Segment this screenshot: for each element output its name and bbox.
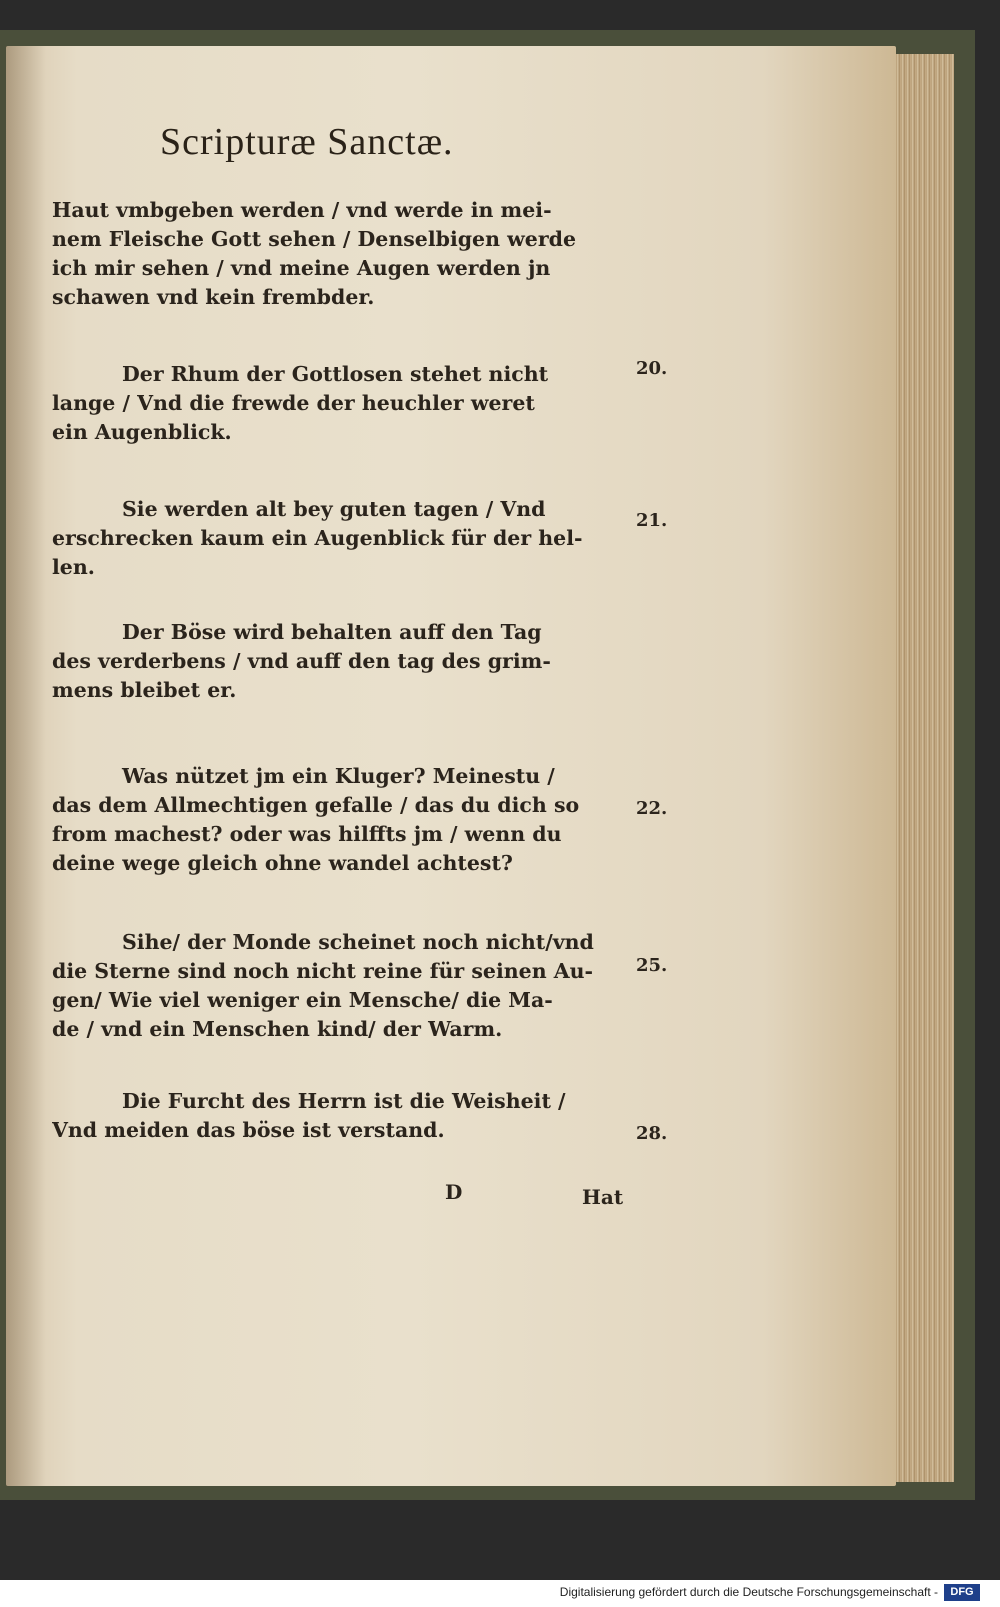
verse-number: 22.: [636, 798, 668, 819]
text-line: Sie werden alt bey guten tagen / Vnd: [122, 497, 546, 521]
text-line: lange / Vnd die frewde der heuchler weret: [52, 391, 535, 415]
text-line: die Sterne sind noch nicht reine für seinen Au-: [52, 959, 594, 983]
text-line: erschrecken kaum ein Augenblick für der hel-: [52, 526, 583, 550]
text-line: Haut vmbgeben werden / vnd werde in mei-: [52, 198, 552, 222]
text-line: Sihe/ der Monde scheinet noch nicht/vnd: [122, 930, 594, 954]
funding-credit: Digitalisierung gefördert durch die Deutsche Forschungsgemeinschaft -: [559, 1585, 938, 1599]
paragraph-4: [52, 618, 632, 705]
verse-number: 20.: [636, 358, 668, 379]
text-line: ein Augenblick.: [52, 420, 232, 444]
text-line: Der Böse wird behalten auff den Tag: [122, 620, 542, 644]
text-line: schawen vnd kein frembder.: [52, 285, 375, 309]
catchword: Hat: [582, 1185, 624, 1209]
text-line: Vnd meiden das böse ist verstand.: [52, 1118, 445, 1142]
text-line: Der Rhum der Gottlosen stehet nicht: [122, 362, 549, 386]
text-line: len.: [52, 555, 95, 579]
verse-number: 28.: [636, 1123, 668, 1144]
paragraph-5: [52, 762, 632, 878]
dfg-logo: DFG: [944, 1584, 980, 1601]
text-line: from machest? oder was hilffts jm / wenn du: [52, 822, 562, 846]
verse-number: 25.: [636, 955, 668, 976]
text-line: Was nützet jm ein Kluger? Meinestu /: [122, 764, 555, 788]
footer-bar: [0, 1580, 1000, 1607]
paragraph-2: [52, 360, 632, 447]
text-line: des verderbens / vnd auff den tag des grim-: [52, 649, 551, 673]
text-line: gen/ Wie viel weniger ein Mensche/ die Ma-: [52, 988, 553, 1012]
text-line: ich mir sehen / vnd meine Augen werden jn: [52, 256, 551, 280]
text-line: mens bleibet er.: [52, 678, 237, 702]
paragraph-7: [52, 1087, 632, 1145]
verse-number: 21.: [636, 510, 668, 531]
paragraph-3: [52, 495, 632, 582]
text-line: de / vnd ein Menschen kind/ der Warm.: [52, 1017, 503, 1041]
signature-mark: D: [445, 1180, 463, 1204]
page-edges: [896, 54, 954, 1482]
running-header: Scripturæ Sanctæ.: [160, 121, 454, 163]
gutter-shadow: [6, 46, 46, 1486]
paragraph-6: [52, 928, 632, 1044]
text-line: Die Furcht des Herrn ist die Weisheit /: [122, 1089, 566, 1113]
paragraph-1: [52, 196, 632, 312]
text-line: nem Fleische Gott sehen / Denselbigen werde: [52, 227, 577, 251]
text-line: das dem Allmechtigen gefalle / das du dich so: [52, 793, 580, 817]
text-line: deine wege gleich ohne wandel achtest?: [52, 851, 513, 875]
